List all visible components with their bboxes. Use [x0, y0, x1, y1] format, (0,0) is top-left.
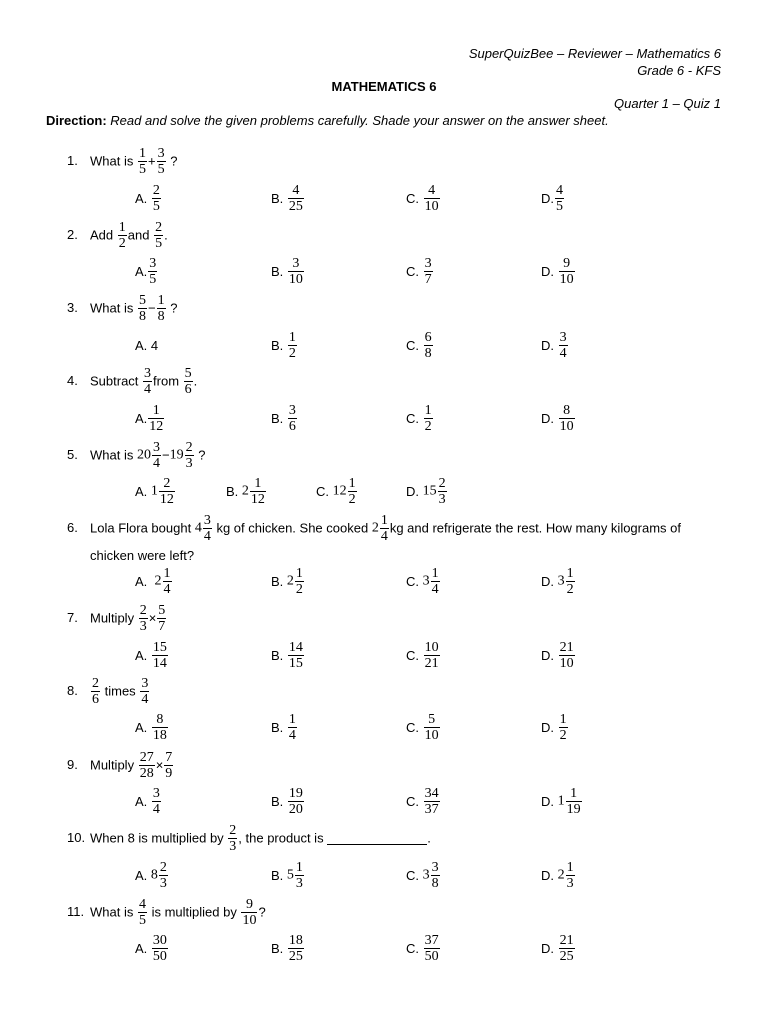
q8-option-d[interactable]: D. $\frac{1}{2}$: [541, 712, 567, 743]
question-10: 10. When 8 is multiplied by $\frac{2}{3}$ , the product is .: [67, 823, 431, 854]
question-3: 3. What is $\frac{5}{8}$ − $\frac{1}{8}$ ?: [67, 293, 178, 324]
q9-option-d[interactable]: D. 1 $\frac{1}{19}$: [541, 786, 581, 817]
question-11: 11. What is $\frac{4}{5}$ is multiplied by $\frac{9}{10}$ ?: [67, 897, 266, 928]
q11-option-c[interactable]: C. $\frac{37}{50}$: [406, 933, 439, 964]
q10-option-d[interactable]: D. 2 $\frac{1}{3}$: [541, 860, 574, 891]
q4-option-d[interactable]: D. $\frac{8}{10}$: [541, 403, 574, 434]
q5-option-a[interactable]: A. 1 $\frac{2}{12}$: [135, 476, 174, 507]
question-6-line-2: chicken were left?: [90, 548, 195, 563]
q10-option-c[interactable]: C. 3 $\frac{3}{8}$: [406, 860, 439, 891]
question-4: 4. Subtract $\frac{3}{4}$ from $\frac{5}{6}$ .: [67, 366, 198, 397]
q11-option-b[interactable]: B. $\frac{18}{25}$: [271, 933, 303, 964]
q1-option-b[interactable]: B. $\frac{4}{25}$: [271, 183, 303, 214]
q4-option-c[interactable]: C. $\frac{1}{2}$: [406, 403, 432, 434]
header-reviewer-line: SuperQuizBee – Reviewer – Mathematics 6: [468, 46, 721, 61]
q8-option-a[interactable]: A. $\frac{8}{18}$: [135, 712, 167, 743]
q7-option-b[interactable]: B. $\frac{14}{15}$: [271, 640, 303, 671]
direction-text: [46, 113, 609, 128]
q5-option-c[interactable]: C. 12 $\frac{1}{2}$: [316, 476, 356, 507]
q9-option-a[interactable]: A. $\frac{3}{4}$: [135, 786, 160, 817]
q5-option-b[interactable]: B. 2 $\frac{1}{12}$: [226, 476, 265, 507]
q6-option-d[interactable]: D. 3 $\frac{1}{2}$: [541, 566, 574, 597]
q2-option-d[interactable]: D. $\frac{9}{10}$: [541, 256, 574, 287]
question-8: 8. $\frac{2}{6}$ times $\frac{3}{4}$: [67, 676, 149, 707]
page-title: MATHEMATICS 6: [331, 79, 437, 94]
q4-option-a[interactable]: A. $\frac{1}{12}$: [135, 403, 164, 434]
question-7: 7. Multiply $\frac{2}{3}$ × $\frac{5}{7}$: [67, 603, 166, 634]
question-9: 9. Multiply $\frac{27}{28}$ × $\frac{7}{9}$: [67, 750, 173, 781]
question-1: 1. What is $\frac{1}{5}$ + $\frac{3}{5}$ ?: [67, 146, 178, 177]
q5-option-d[interactable]: D. 15 $\frac{2}{3}$: [406, 476, 446, 507]
q7-option-a[interactable]: A. $\frac{15}{14}$: [135, 640, 167, 671]
q3-option-d[interactable]: D. $\frac{3}{4}$: [541, 330, 567, 361]
q7-option-d[interactable]: D. $\frac{21}{10}$: [541, 640, 574, 671]
q2-option-a[interactable]: A. $\frac{3}{5}$: [135, 256, 157, 287]
q1-option-d[interactable]: D. $\frac{4}{5}$: [541, 183, 563, 214]
q10-option-b[interactable]: B. 5 $\frac{1}{3}$: [271, 860, 303, 891]
question-2: 2. Add $\frac{1}{2}$ and $\frac{2}{5}$ .: [67, 220, 168, 251]
q6-option-a[interactable]: A. 2 $\frac{1}{4}$: [135, 566, 171, 597]
header-quiz-line: Quarter 1 – Quiz 1: [614, 96, 721, 111]
q2-option-b[interactable]: B. $\frac{3}{10}$: [271, 256, 303, 287]
q8-option-c[interactable]: C. $\frac{5}{10}$: [406, 712, 439, 743]
q10-option-a[interactable]: A. 8 $\frac{2}{3}$: [135, 860, 167, 891]
q1-option-c[interactable]: C. $\frac{4}{10}$: [406, 183, 439, 214]
q9-option-b[interactable]: B. $\frac{19}{20}$: [271, 786, 303, 817]
q7-option-c[interactable]: C. $\frac{10}{21}$: [406, 640, 439, 671]
header-grade-line: Grade 6 - KFS: [637, 63, 721, 78]
question-6: 6. Lola Flora bought 4 $\frac{3}{4}$ kg of chicken. She cooked 2 $\frac{1}{4}$ kg and refrigerate the rest. How many kilograms of: [67, 513, 682, 544]
question-5: 5. What is 20 $\frac{3}{4}$ −19 $\frac{2}{3}$ ?: [67, 440, 206, 471]
q3-option-a[interactable]: A. 4: [135, 338, 159, 353]
q3-option-b[interactable]: B. $\frac{1}{2}$: [271, 330, 296, 361]
q6-option-c[interactable]: C. 3 $\frac{1}{4}$: [406, 566, 439, 597]
direction-body: Read and solve the given problems carefully. Shade your answer on the answer sheet.: [110, 113, 609, 128]
q9-option-c[interactable]: C. $\frac{34}{37}$: [406, 786, 439, 817]
q8-option-b[interactable]: B. $\frac{1}{4}$: [271, 712, 296, 743]
q3-option-c[interactable]: C. $\frac{6}{8}$: [406, 330, 432, 361]
q11-option-a[interactable]: A. $\frac{30}{50}$: [135, 933, 167, 964]
direction-label: Direction:: [46, 113, 107, 128]
q4-option-b[interactable]: B. $\frac{3}{6}$: [271, 403, 296, 434]
q11-option-d[interactable]: D. $\frac{21}{25}$: [541, 933, 574, 964]
answer-blank: [327, 832, 427, 845]
q6-option-b[interactable]: B. 2 $\frac{1}{2}$: [271, 566, 303, 597]
q2-option-c[interactable]: C. $\frac{3}{7}$: [406, 256, 432, 287]
q1-option-a[interactable]: A. $\frac{2}{5}$: [135, 183, 160, 214]
